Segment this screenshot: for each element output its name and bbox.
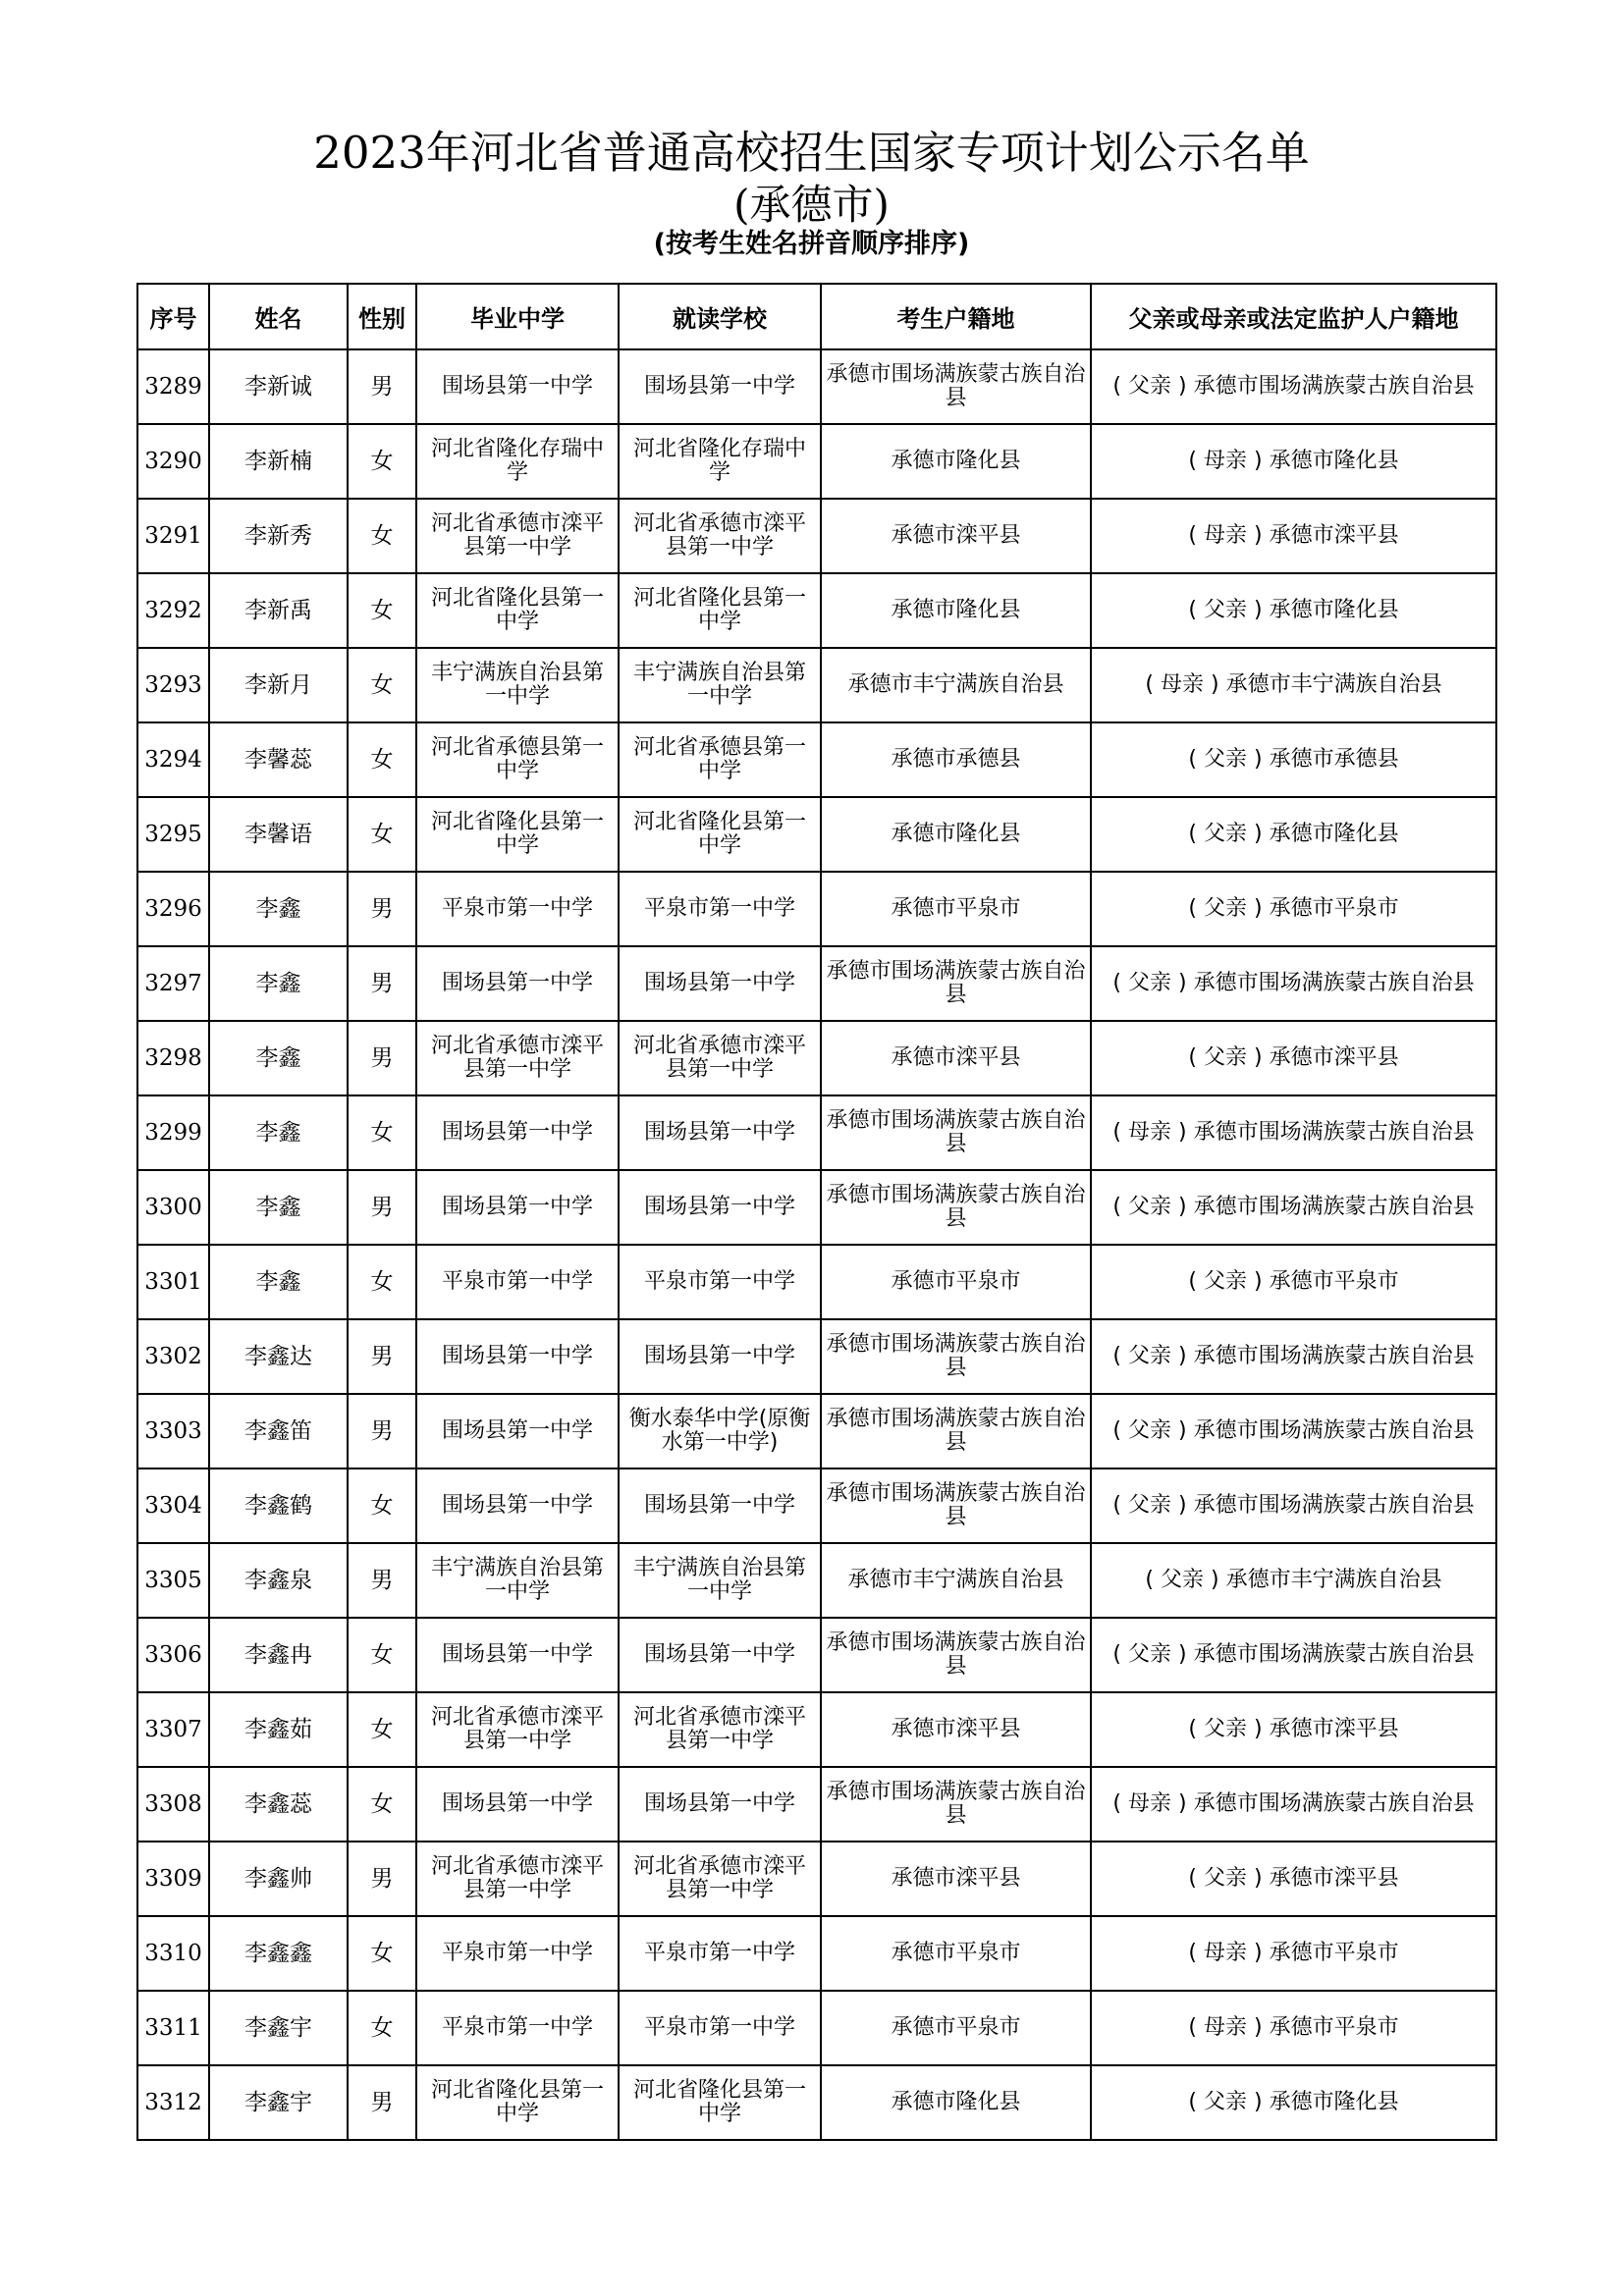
cell-gender: 女 — [348, 1245, 416, 1319]
cell-residence: 承德市滦平县 — [821, 1842, 1091, 1916]
cell-grad-school: 围场县第一中学 — [416, 1319, 619, 1394]
table-row — [137, 946, 1496, 1021]
cell-guardian-residence: ( 父亲 ) 承德市围场满族蒙古族自治县 — [1091, 946, 1496, 1021]
cell-gender: 女 — [348, 499, 416, 573]
table-row — [137, 1692, 1496, 1767]
cell-residence: 承德市围场满族蒙古族自治县 — [821, 1319, 1091, 1394]
cell-grad-school: 围场县第一中学 — [416, 1468, 619, 1543]
table-row — [137, 1394, 1496, 1468]
cell-guardian-residence: ( 父亲 ) 承德市滦平县 — [1091, 1692, 1496, 1767]
table-row — [137, 1916, 1496, 1991]
cell-grad-school: 河北省隆化县第一中学 — [416, 573, 619, 648]
cell-seq: 3298 — [137, 1021, 209, 1095]
cell-grad-school: 平泉市第一中学 — [416, 872, 619, 946]
table-row — [137, 1319, 1496, 1394]
cell-grad-school: 围场县第一中学 — [416, 1767, 619, 1842]
cell-guardian-residence: ( 母亲 ) 承德市丰宁满族自治县 — [1091, 648, 1496, 722]
table-row — [137, 1618, 1496, 1692]
cell-grad-school: 平泉市第一中学 — [416, 1916, 619, 1991]
cell-gender: 女 — [348, 797, 416, 872]
cell-gender: 女 — [348, 1618, 416, 1692]
cell-current-school: 河北省隆化县第一中学 — [619, 2065, 821, 2140]
cell-seq: 3303 — [137, 1394, 209, 1468]
cell-current-school: 平泉市第一中学 — [619, 1245, 821, 1319]
cell-name: 李鑫宇 — [209, 1991, 348, 2065]
cell-residence: 承德市围场满族蒙古族自治县 — [821, 1468, 1091, 1543]
cell-guardian-residence: ( 父亲 ) 承德市围场满族蒙古族自治县 — [1091, 1618, 1496, 1692]
cell-seq: 3289 — [137, 349, 209, 424]
cell-current-school: 丰宁满族自治县第一中学 — [619, 1543, 821, 1618]
cell-current-school: 平泉市第一中学 — [619, 872, 821, 946]
cell-name: 李鑫蕊 — [209, 1767, 348, 1842]
roster-table — [136, 283, 1497, 2141]
cell-guardian-residence: ( 父亲 ) 承德市围场满族蒙古族自治县 — [1091, 349, 1496, 424]
cell-name: 李鑫帅 — [209, 1842, 348, 1916]
cell-gender: 男 — [348, 1319, 416, 1394]
table-row — [137, 648, 1496, 722]
cell-name: 李鑫鑫 — [209, 1916, 348, 1991]
table-row — [137, 349, 1496, 424]
cell-grad-school: 河北省承德县第一中学 — [416, 722, 619, 797]
cell-grad-school: 河北省承德市滦平县第一中学 — [416, 1021, 619, 1095]
cell-seq: 3310 — [137, 1916, 209, 1991]
cell-gender: 女 — [348, 1767, 416, 1842]
cell-current-school: 围场县第一中学 — [619, 1468, 821, 1543]
cell-gender: 女 — [348, 1916, 416, 1991]
table-row — [137, 1021, 1496, 1095]
cell-guardian-residence: ( 父亲 ) 承德市隆化县 — [1091, 2065, 1496, 2140]
cell-seq: 3297 — [137, 946, 209, 1021]
cell-gender: 女 — [348, 1991, 416, 2065]
cell-seq: 3299 — [137, 1095, 209, 1170]
cell-name: 李新禹 — [209, 573, 348, 648]
cell-guardian-residence: ( 母亲 ) 承德市隆化县 — [1091, 424, 1496, 499]
cell-gender: 男 — [348, 1842, 416, 1916]
cell-guardian-residence: ( 父亲 ) 承德市围场满族蒙古族自治县 — [1091, 1319, 1496, 1394]
table-row — [137, 1767, 1496, 1842]
cell-seq: 3309 — [137, 1842, 209, 1916]
cell-residence: 承德市围场满族蒙古族自治县 — [821, 946, 1091, 1021]
cell-guardian-residence: ( 父亲 ) 承德市平泉市 — [1091, 872, 1496, 946]
cell-seq: 3304 — [137, 1468, 209, 1543]
table-body — [137, 349, 1496, 2140]
cell-guardian-residence: ( 母亲 ) 承德市平泉市 — [1091, 1991, 1496, 2065]
cell-guardian-residence: ( 父亲 ) 承德市丰宁满族自治县 — [1091, 1543, 1496, 1618]
table-row — [137, 722, 1496, 797]
table-row — [137, 1842, 1496, 1916]
cell-residence: 承德市隆化县 — [821, 2065, 1091, 2140]
cell-seq: 3294 — [137, 722, 209, 797]
cell-name: 李新秀 — [209, 499, 348, 573]
cell-residence: 承德市围场满族蒙古族自治县 — [821, 1618, 1091, 1692]
column-header-grad-school: 毕业中学 — [416, 284, 619, 349]
cell-current-school: 围场县第一中学 — [619, 1319, 821, 1394]
cell-gender: 男 — [348, 349, 416, 424]
cell-grad-school: 平泉市第一中学 — [416, 1991, 619, 2065]
cell-name: 李鑫 — [209, 1095, 348, 1170]
cell-gender: 男 — [348, 2065, 416, 2140]
cell-residence: 承德市围场满族蒙古族自治县 — [821, 1767, 1091, 1842]
cell-gender: 女 — [348, 1692, 416, 1767]
cell-current-school: 围场县第一中学 — [619, 1095, 821, 1170]
cell-name: 李馨蕊 — [209, 722, 348, 797]
table-row — [137, 797, 1496, 872]
cell-name: 李鑫茹 — [209, 1692, 348, 1767]
cell-residence: 承德市平泉市 — [821, 1916, 1091, 1991]
cell-current-school: 平泉市第一中学 — [619, 1991, 821, 2065]
cell-guardian-residence: ( 父亲 ) 承德市围场满族蒙古族自治县 — [1091, 1394, 1496, 1468]
cell-name: 李鑫达 — [209, 1319, 348, 1394]
cell-current-school: 河北省承德市滦平县第一中学 — [619, 1021, 821, 1095]
cell-name: 李鑫鹤 — [209, 1468, 348, 1543]
cell-guardian-residence: ( 父亲 ) 承德市承德县 — [1091, 722, 1496, 797]
cell-guardian-residence: ( 父亲 ) 承德市滦平县 — [1091, 1021, 1496, 1095]
column-header-guardian-residence: 父亲或母亲或法定监护人户籍地 — [1091, 284, 1496, 349]
cell-name: 李鑫 — [209, 1170, 348, 1245]
cell-name: 李新楠 — [209, 424, 348, 499]
cell-residence: 承德市围场满族蒙古族自治县 — [821, 1170, 1091, 1245]
cell-guardian-residence: ( 父亲 ) 承德市围场满族蒙古族自治县 — [1091, 1468, 1496, 1543]
cell-residence: 承德市滦平县 — [821, 1021, 1091, 1095]
cell-seq: 3296 — [137, 872, 209, 946]
table-row — [137, 1245, 1496, 1319]
cell-grad-school: 围场县第一中学 — [416, 349, 619, 424]
cell-current-school: 平泉市第一中学 — [619, 1916, 821, 1991]
cell-current-school: 围场县第一中学 — [619, 1767, 821, 1842]
cell-seq: 3291 — [137, 499, 209, 573]
cell-grad-school: 丰宁满族自治县第一中学 — [416, 1543, 619, 1618]
cell-current-school: 河北省隆化县第一中学 — [619, 573, 821, 648]
cell-name: 李鑫泉 — [209, 1543, 348, 1618]
cell-seq: 3305 — [137, 1543, 209, 1618]
cell-residence: 承德市隆化县 — [821, 797, 1091, 872]
cell-guardian-residence: ( 父亲 ) 承德市平泉市 — [1091, 1245, 1496, 1319]
column-header-seq: 序号 — [137, 284, 209, 349]
cell-current-school: 围场县第一中学 — [619, 349, 821, 424]
cell-gender: 女 — [348, 648, 416, 722]
cell-grad-school: 围场县第一中学 — [416, 1618, 619, 1692]
cell-grad-school: 河北省隆化存瑞中学 — [416, 424, 619, 499]
cell-grad-school: 平泉市第一中学 — [416, 1245, 619, 1319]
cell-gender: 女 — [348, 424, 416, 499]
cell-gender: 女 — [348, 722, 416, 797]
cell-grad-school: 围场县第一中学 — [416, 1394, 619, 1468]
column-header-residence: 考生户籍地 — [821, 284, 1091, 349]
cell-seq: 3308 — [137, 1767, 209, 1842]
table-row — [137, 1468, 1496, 1543]
cell-grad-school: 河北省承德市滦平县第一中学 — [416, 499, 619, 573]
cell-grad-school: 围场县第一中学 — [416, 1095, 619, 1170]
table-row — [137, 1170, 1496, 1245]
cell-current-school: 河北省隆化存瑞中学 — [619, 424, 821, 499]
table-row — [137, 424, 1496, 499]
table-row — [137, 1543, 1496, 1618]
table-row — [137, 573, 1496, 648]
cell-guardian-residence: ( 父亲 ) 承德市隆化县 — [1091, 573, 1496, 648]
cell-seq: 3311 — [137, 1991, 209, 2065]
cell-residence: 承德市围场满族蒙古族自治县 — [821, 1394, 1091, 1468]
column-header-gender: 性别 — [348, 284, 416, 349]
cell-gender: 女 — [348, 1095, 416, 1170]
cell-residence: 承德市围场满族蒙古族自治县 — [821, 349, 1091, 424]
cell-current-school: 围场县第一中学 — [619, 1618, 821, 1692]
cell-residence: 承德市平泉市 — [821, 1245, 1091, 1319]
table-row — [137, 1991, 1496, 2065]
cell-residence: 承德市隆化县 — [821, 573, 1091, 648]
cell-seq: 3312 — [137, 2065, 209, 2140]
cell-seq: 3290 — [137, 424, 209, 499]
cell-grad-school: 丰宁满族自治县第一中学 — [416, 648, 619, 722]
cell-current-school: 围场县第一中学 — [619, 946, 821, 1021]
cell-residence: 承德市围场满族蒙古族自治县 — [821, 1095, 1091, 1170]
cell-seq: 3302 — [137, 1319, 209, 1394]
table-row — [137, 2065, 1496, 2140]
cell-guardian-residence: ( 父亲 ) 承德市围场满族蒙古族自治县 — [1091, 1170, 1496, 1245]
cell-seq: 3306 — [137, 1618, 209, 1692]
page-title: 2023年河北省普通高校招生国家专项计划公示名单 — [313, 127, 1310, 179]
cell-gender: 男 — [348, 872, 416, 946]
cell-name: 李新月 — [209, 648, 348, 722]
cell-residence: 承德市丰宁满族自治县 — [821, 648, 1091, 722]
cell-guardian-residence: ( 父亲 ) 承德市隆化县 — [1091, 797, 1496, 872]
cell-guardian-residence: ( 母亲 ) 承德市滦平县 — [1091, 499, 1496, 573]
table-row — [137, 499, 1496, 573]
cell-gender: 男 — [348, 1021, 416, 1095]
cell-guardian-residence: ( 母亲 ) 承德市平泉市 — [1091, 1916, 1496, 1991]
cell-residence: 承德市平泉市 — [821, 1991, 1091, 2065]
cell-gender: 男 — [348, 1543, 416, 1618]
cell-grad-school: 围场县第一中学 — [416, 1170, 619, 1245]
cell-gender: 女 — [348, 1468, 416, 1543]
cell-current-school: 丰宁满族自治县第一中学 — [619, 648, 821, 722]
cell-current-school: 河北省承德县第一中学 — [619, 722, 821, 797]
cell-grad-school: 河北省承德市滦平县第一中学 — [416, 1692, 619, 1767]
cell-name: 李馨语 — [209, 797, 348, 872]
cell-current-school: 河北省承德市滦平县第一中学 — [619, 499, 821, 573]
cell-grad-school: 河北省隆化县第一中学 — [416, 797, 619, 872]
cell-seq: 3292 — [137, 573, 209, 648]
cell-name: 李鑫宇 — [209, 2065, 348, 2140]
cell-name: 李鑫冉 — [209, 1618, 348, 1692]
cell-residence: 承德市滦平县 — [821, 1692, 1091, 1767]
cell-residence: 承德市承德县 — [821, 722, 1091, 797]
cell-name: 李鑫 — [209, 1021, 348, 1095]
column-header-name: 姓名 — [209, 284, 348, 349]
table-row — [137, 1095, 1496, 1170]
cell-guardian-residence: ( 父亲 ) 承德市滦平县 — [1091, 1842, 1496, 1916]
cell-gender: 男 — [348, 1170, 416, 1245]
cell-guardian-residence: ( 母亲 ) 承德市围场满族蒙古族自治县 — [1091, 1095, 1496, 1170]
cell-current-school: 河北省承德市滦平县第一中学 — [619, 1692, 821, 1767]
cell-grad-school: 围场县第一中学 — [416, 946, 619, 1021]
cell-residence: 承德市隆化县 — [821, 424, 1091, 499]
cell-current-school: 河北省隆化县第一中学 — [619, 797, 821, 872]
cell-current-school: 衡水泰华中学(原衡水第一中学) — [619, 1394, 821, 1468]
table-header-row — [137, 284, 1496, 349]
cell-name: 李鑫 — [209, 872, 348, 946]
cell-name: 李鑫 — [209, 946, 348, 1021]
cell-seq: 3300 — [137, 1170, 209, 1245]
table-row — [137, 872, 1496, 946]
cell-seq: 3293 — [137, 648, 209, 722]
page-subtitle: (承德市) — [733, 181, 890, 229]
cell-grad-school: 河北省隆化县第一中学 — [416, 2065, 619, 2140]
cell-residence: 承德市丰宁满族自治县 — [821, 1543, 1091, 1618]
column-header-current-school: 就读学校 — [619, 284, 821, 349]
cell-name: 李新诚 — [209, 349, 348, 424]
cell-guardian-residence: ( 母亲 ) 承德市围场满族蒙古族自治县 — [1091, 1767, 1496, 1842]
sort-note: (按考生姓名拼音顺序排序) — [653, 229, 970, 259]
cell-gender: 男 — [348, 946, 416, 1021]
cell-seq: 3307 — [137, 1692, 209, 1767]
cell-residence: 承德市平泉市 — [821, 872, 1091, 946]
cell-current-school: 围场县第一中学 — [619, 1170, 821, 1245]
cell-seq: 3295 — [137, 797, 209, 872]
cell-grad-school: 河北省承德市滦平县第一中学 — [416, 1842, 619, 1916]
cell-gender: 女 — [348, 573, 416, 648]
cell-current-school: 河北省承德市滦平县第一中学 — [619, 1842, 821, 1916]
cell-seq: 3301 — [137, 1245, 209, 1319]
cell-gender: 男 — [348, 1394, 416, 1468]
cell-name: 李鑫笛 — [209, 1394, 348, 1468]
cell-residence: 承德市滦平县 — [821, 499, 1091, 573]
cell-name: 李鑫 — [209, 1245, 348, 1319]
